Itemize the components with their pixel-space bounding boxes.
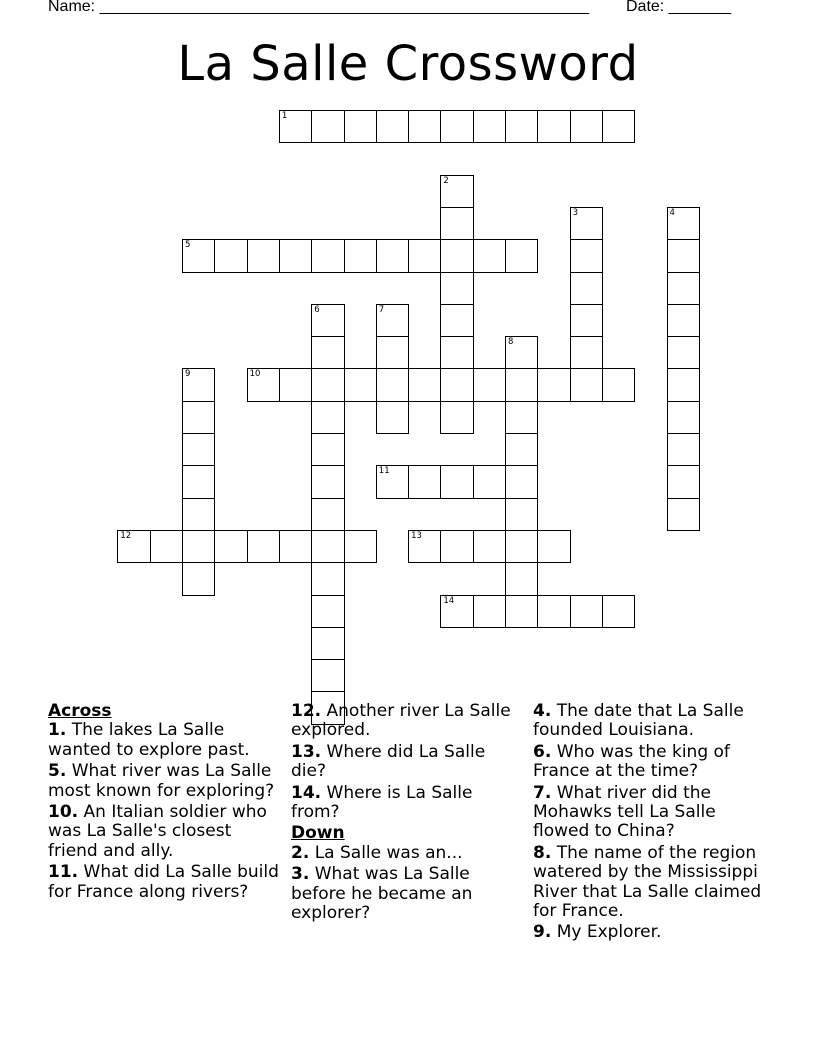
grid-cell[interactable] [570, 207, 603, 240]
across-clue: 10. An Italian soldier who was La Salle's closest friend and ally. [48, 802, 267, 861]
grid-cell[interactable] [667, 239, 700, 272]
grid-cell[interactable] [247, 239, 280, 272]
clue-column-3 [533, 702, 769, 945]
grid-cell[interactable] [505, 433, 538, 466]
grid-cell[interactable] [537, 595, 570, 628]
grid-cell[interactable] [117, 530, 150, 563]
down-clue: 3. What was La Salle before he became an explorer? [291, 864, 473, 924]
across-clue: 14. Where is La Salle from? [291, 782, 473, 823]
grid-cell[interactable] [311, 304, 344, 337]
grid-cell[interactable] [311, 401, 344, 434]
grid-cell[interactable] [667, 272, 700, 305]
grid-cell[interactable] [440, 465, 473, 498]
grid-cell[interactable] [505, 239, 538, 272]
grid-cell[interactable] [214, 530, 247, 563]
grid-cell[interactable] [311, 595, 344, 628]
clue-number: 1 [281, 111, 288, 121]
grid-cell[interactable] [408, 465, 441, 498]
grid-cell[interactable] [247, 530, 280, 563]
grid-cell[interactable] [440, 304, 473, 337]
across-clue: 5. What river was La Salle most known for exploring? [48, 761, 275, 801]
grid-cell[interactable] [376, 239, 409, 272]
across-clue: 1. The lakes La Salle wanted to explore past. [48, 720, 250, 760]
grid-cell[interactable] [505, 530, 538, 563]
grid-cell[interactable] [311, 659, 344, 692]
grid-cell[interactable] [570, 239, 603, 272]
grid-cell[interactable] [311, 239, 344, 272]
grid-cell[interactable] [602, 368, 635, 401]
clue-number: 5 [185, 240, 191, 251]
grid-cell[interactable] [440, 175, 473, 208]
clue-number: 13 [411, 530, 422, 541]
grid-cell[interactable] [602, 595, 635, 628]
grid-cell[interactable] [473, 239, 506, 272]
name-label: Name: [48, 0, 96, 15]
grid-cell[interactable] [473, 595, 506, 628]
grid-cell[interactable] [408, 530, 441, 563]
down-heading: Down [291, 823, 345, 844]
date-label: Date: [626, 0, 665, 15]
clue-number: 6 [314, 304, 320, 315]
grid-cell[interactable] [408, 239, 441, 272]
grid-cell[interactable] [667, 401, 700, 434]
grid-cell[interactable] [667, 207, 700, 240]
grid-cell[interactable] [667, 498, 700, 531]
grid-cell[interactable] [440, 110, 473, 143]
clue-number: 11 [378, 466, 390, 477]
down-clue: 2. La Salle was an... [291, 842, 463, 863]
down-clue: 7. What river did the Mohawks tell La Salle flowed to China? [533, 782, 716, 842]
grid-cell[interactable] [408, 110, 441, 143]
grid-cell[interactable] [570, 368, 603, 401]
grid-cell[interactable] [667, 368, 700, 401]
grid-cell[interactable] [182, 368, 215, 401]
grid-cell[interactable] [602, 110, 635, 143]
clue-column-1 [48, 702, 280, 904]
grid-cell[interactable] [537, 530, 570, 563]
grid-cell[interactable] [570, 110, 603, 143]
grid-cell[interactable] [473, 368, 506, 401]
down-clue: 8. The name of the region watered by the Mississippi River that La Salle claimed for France. [533, 842, 762, 922]
grid-cell[interactable] [505, 336, 538, 369]
grid-cell[interactable] [440, 207, 473, 240]
grid-cell[interactable] [182, 562, 215, 595]
clue-number: 14 [443, 595, 455, 606]
grid-cell[interactable] [279, 110, 312, 143]
across-heading: Across [48, 701, 112, 721]
grid-cell[interactable] [408, 368, 441, 401]
grid-cell[interactable] [182, 465, 215, 498]
grid-cell[interactable] [344, 530, 377, 563]
page-title: La Salle Crossword [177, 36, 639, 92]
across-clue: 13. Where did La Salle die? [291, 741, 486, 782]
grid-cell[interactable] [505, 562, 538, 595]
across-clue: 12. Another river La Salle explored. [291, 701, 511, 741]
grid-cell[interactable] [182, 239, 215, 272]
grid-cell[interactable] [376, 336, 409, 369]
grid-cell[interactable] [279, 368, 312, 401]
grid-cell[interactable] [570, 304, 603, 337]
grid-cell[interactable] [667, 336, 700, 369]
grid-cell[interactable] [247, 368, 280, 401]
grid-cell[interactable] [182, 530, 215, 563]
grid-cell[interactable] [505, 498, 538, 531]
grid-cell[interactable] [344, 368, 377, 401]
grid-cell[interactable] [473, 110, 506, 143]
grid-cell[interactable] [150, 530, 183, 563]
clue-number: 7 [378, 304, 385, 315]
grid-cell[interactable] [473, 465, 506, 498]
grid-cell[interactable] [667, 465, 700, 498]
down-clue: 6. Who was the king of France at the time? [533, 741, 730, 782]
grid-cell[interactable] [440, 272, 473, 305]
grid-cell[interactable] [311, 498, 344, 531]
clue-number: 8 [508, 337, 514, 348]
clue-number: 4 [669, 207, 675, 218]
grid-cell[interactable] [344, 110, 377, 143]
grid-cell[interactable] [376, 465, 409, 498]
grid-cell[interactable] [505, 368, 538, 401]
clue-column-2 [291, 702, 523, 925]
grid-cell[interactable] [440, 336, 473, 369]
clue-number: 9 [185, 369, 191, 380]
grid-cell[interactable] [376, 304, 409, 337]
clue-number: 12 [120, 530, 132, 541]
grid-cell[interactable] [570, 336, 603, 369]
grid-cell[interactable] [311, 465, 344, 498]
grid-cell[interactable] [570, 595, 603, 628]
grid-cell[interactable] [182, 401, 215, 434]
grid-cell[interactable] [505, 465, 538, 498]
clue-number: 2 [443, 175, 449, 186]
grid-cell[interactable] [505, 110, 538, 143]
down-clue: 4. The date that La Salle founded Louisiana. [533, 701, 744, 741]
grid-cell[interactable] [182, 498, 215, 531]
across-clue: 11. What did La Salle build for France along rivers? [48, 862, 279, 902]
grid-cell[interactable] [667, 433, 700, 466]
name-line: _______________________________________________________ [99, 0, 589, 15]
grid-cell[interactable] [311, 627, 344, 660]
grid-cell[interactable] [214, 239, 247, 272]
grid-cell[interactable] [311, 433, 344, 466]
down-clue: 9. My Explorer. [533, 922, 662, 943]
grid-cell[interactable] [440, 368, 473, 401]
grid-cell[interactable] [311, 562, 344, 595]
grid-cell[interactable] [279, 239, 312, 272]
grid-cell[interactable] [311, 110, 344, 143]
grid-cell[interactable] [440, 530, 473, 563]
grid-cell[interactable] [440, 239, 473, 272]
date-line: _______ [668, 0, 731, 15]
clue-number: 3 [572, 207, 579, 218]
grid-cell[interactable] [376, 110, 409, 143]
grid-cell[interactable] [376, 368, 409, 401]
grid-cell[interactable] [311, 368, 344, 401]
grid-cell[interactable] [311, 336, 344, 369]
grid-cell[interactable] [570, 272, 603, 305]
grid-cell[interactable] [279, 530, 312, 563]
grid-cell[interactable] [311, 530, 344, 563]
grid-cell[interactable] [537, 368, 570, 401]
grid-cell[interactable] [344, 239, 377, 272]
grid-cell[interactable] [537, 110, 570, 143]
grid-cell[interactable] [440, 595, 473, 628]
grid-cell[interactable] [473, 530, 506, 563]
grid-cell[interactable] [505, 595, 538, 628]
grid-cell[interactable] [667, 304, 700, 337]
grid-cell[interactable] [505, 401, 538, 434]
grid-cell[interactable] [376, 401, 409, 434]
grid-cell[interactable] [182, 433, 215, 466]
grid-cell[interactable] [440, 401, 473, 434]
clue-number: 10 [249, 369, 261, 380]
